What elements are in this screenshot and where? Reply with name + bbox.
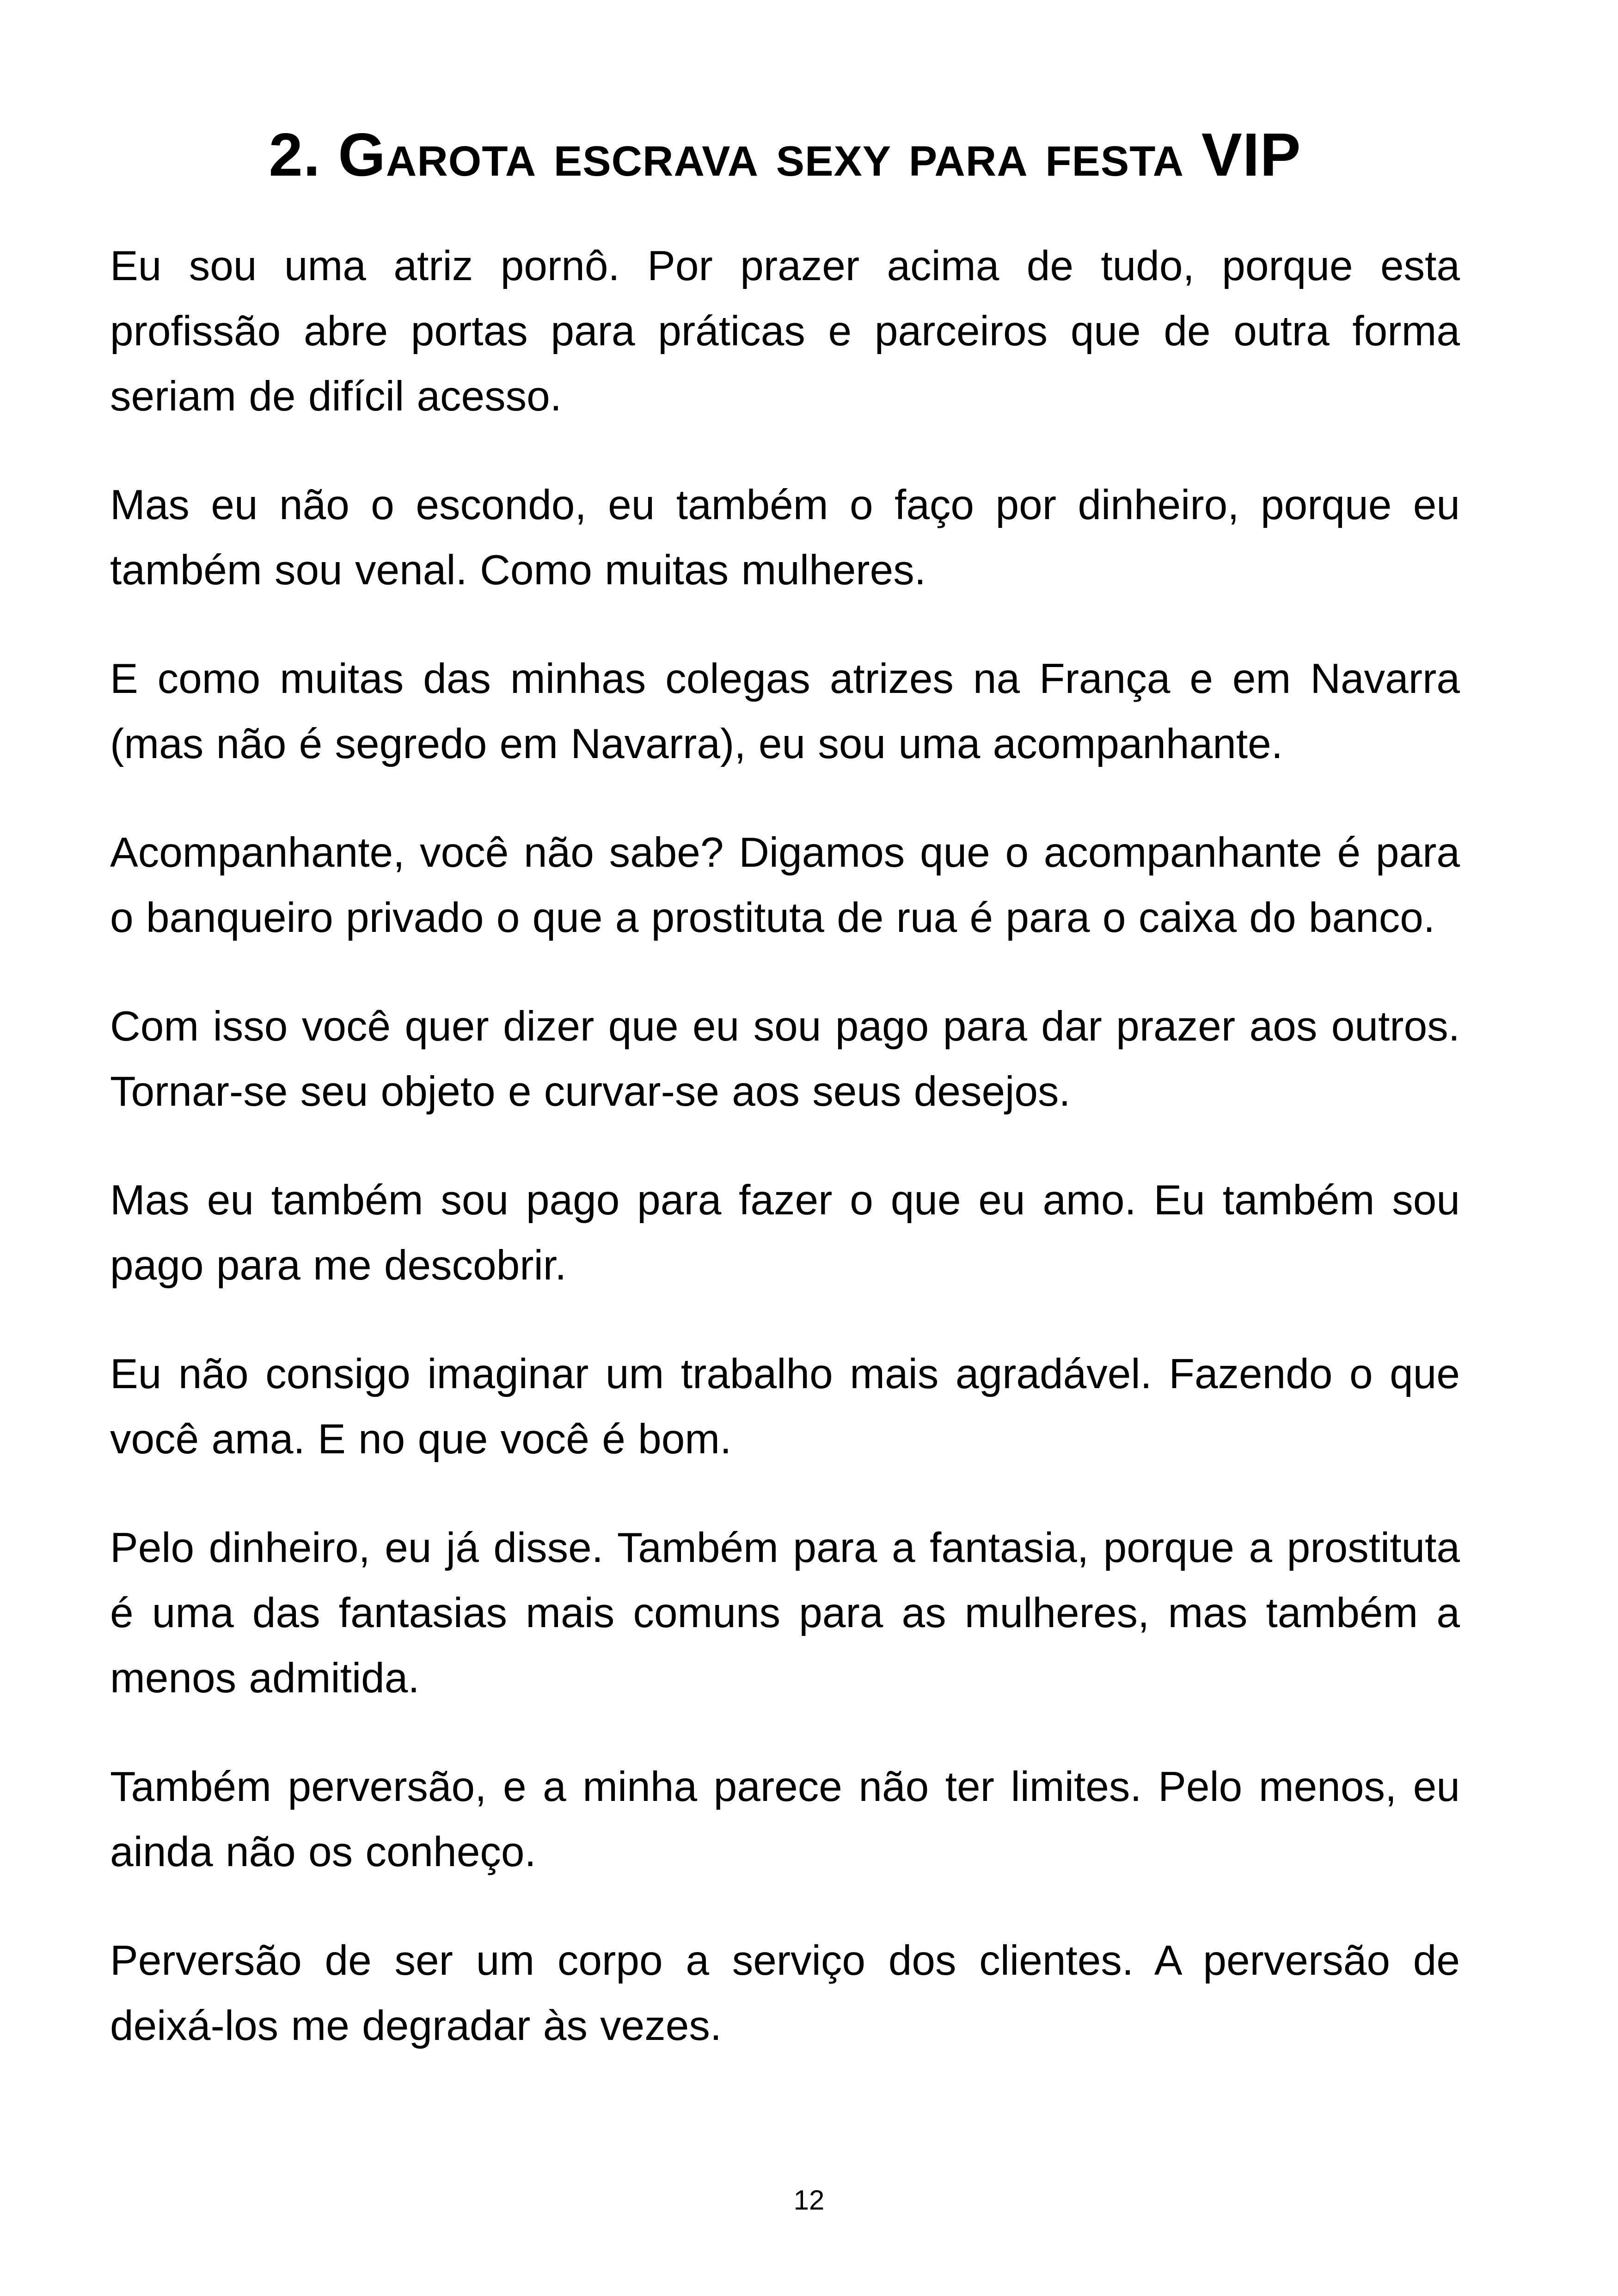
chapter-number: 2.	[269, 121, 321, 189]
chapter-title	[110, 116, 1460, 194]
paragraph-10: Perversão de ser um corpo a serviço dos clientes. A perversão de deixá-los me degradar às vezes.	[110, 1937, 1460, 2049]
paragraph-8: Pelo dinheiro, eu já disse. Também para a fantasia, porque a prostituta é uma das fantasias mais comuns para as mulheres, mas também a menos admitida.	[110, 1525, 1460, 1702]
paragraph-2: Mas eu não o escondo, eu também o faço por dinheiro, porque eu também sou venal. Como muitas mulheres.	[110, 482, 1460, 594]
page-number: 12	[793, 2185, 825, 2216]
paragraph-6: Mas eu também sou pago para fazer o que eu amo. Eu também sou pago para me descobrir.	[110, 1177, 1460, 1289]
paragraph-5: Com isso você quer dizer que eu sou pago para dar prazer aos outros. Tornar-se seu objeto e curvar-se aos seus desejos.	[110, 1003, 1460, 1115]
paragraph-9: Também perversão, e a minha parece não ter limites. Pelo menos, eu ainda não os conheço.	[110, 1763, 1460, 1875]
chapter-title-text: Garota escrava sexy para festa VIP	[338, 121, 1301, 189]
body-text	[110, 233, 1460, 2102]
paragraph-7: Eu não consigo imaginar um trabalho mais agradável. Fazendo o que você ama. E no que você é bom.	[110, 1351, 1460, 1463]
paragraph-1: Eu sou uma atriz pornô. Por prazer acima de tudo, porque esta profissão abre portas para práticas e parceiros que de outra forma seriam de difícil acesso.	[110, 243, 1460, 420]
paragraph-3: E como muitas das minhas colegas atrizes na França e em Navarra (mas não é segredo em Navarra), eu sou uma acompanhante.	[110, 655, 1460, 767]
paragraph-4: Acompanhante, você não sabe? Digamos que o acompanhante é para o banqueiro privado o que a prostituta de rua é para o caixa do banco.	[110, 829, 1460, 941]
